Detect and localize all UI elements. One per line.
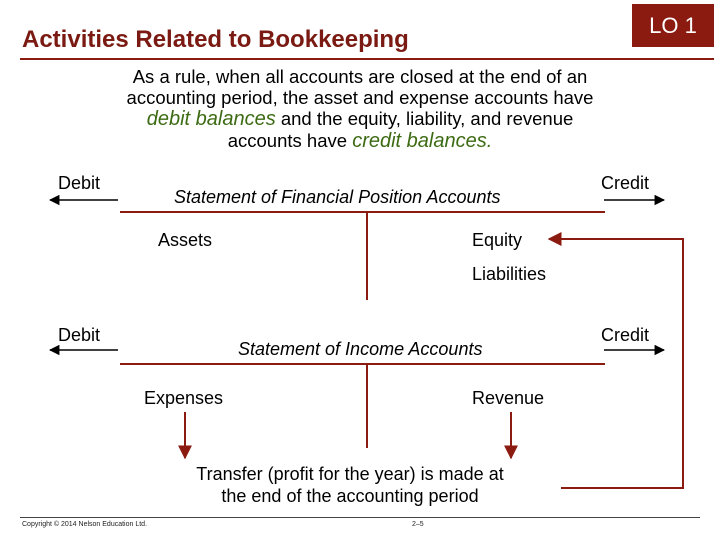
intro-line-3-rest: and the equity, liability, and revenue	[275, 108, 574, 129]
intro-line-4-start: accounts have	[227, 130, 353, 151]
transfer-line-2: the end of the accounting period	[221, 486, 479, 506]
page-number: 2–5	[412, 521, 424, 528]
copyright-notice: Copyright © 2014 Nelson Education Ltd.	[22, 521, 148, 528]
equity-label: Equity	[472, 230, 523, 250]
sfp-credit-label: Credit	[601, 173, 650, 193]
income-title: Statement of Income Accounts	[238, 339, 483, 359]
intro-line-1: As a rule, when all accounts are closed at the end of an	[132, 66, 588, 87]
lo-badge: LO 1	[632, 4, 714, 47]
debit-balances-emphasis: debit balances	[146, 108, 276, 130]
assets-label: Assets	[158, 230, 213, 250]
income-debit-label: Debit	[58, 325, 101, 345]
sfp-title: Statement of Financial Position Accounts	[174, 187, 501, 207]
expenses-label: Expenses	[144, 388, 224, 408]
revenue-label: Revenue	[472, 388, 545, 408]
slide-title: Activities Related to Bookkeeping	[22, 26, 409, 53]
income-credit-label: Credit	[601, 325, 650, 345]
sfp-debit-label: Debit	[58, 173, 101, 193]
liabilities-label: Liabilities	[472, 264, 547, 284]
transfer-line-1: Transfer (profit for the year) is made at	[196, 464, 504, 484]
credit-balances-emphasis: credit balances.	[352, 130, 493, 152]
transfer-note	[140, 463, 560, 507]
footer-divider	[20, 517, 700, 518]
intro-line-2: accounting period, the asset and expense accounts have	[126, 87, 594, 108]
